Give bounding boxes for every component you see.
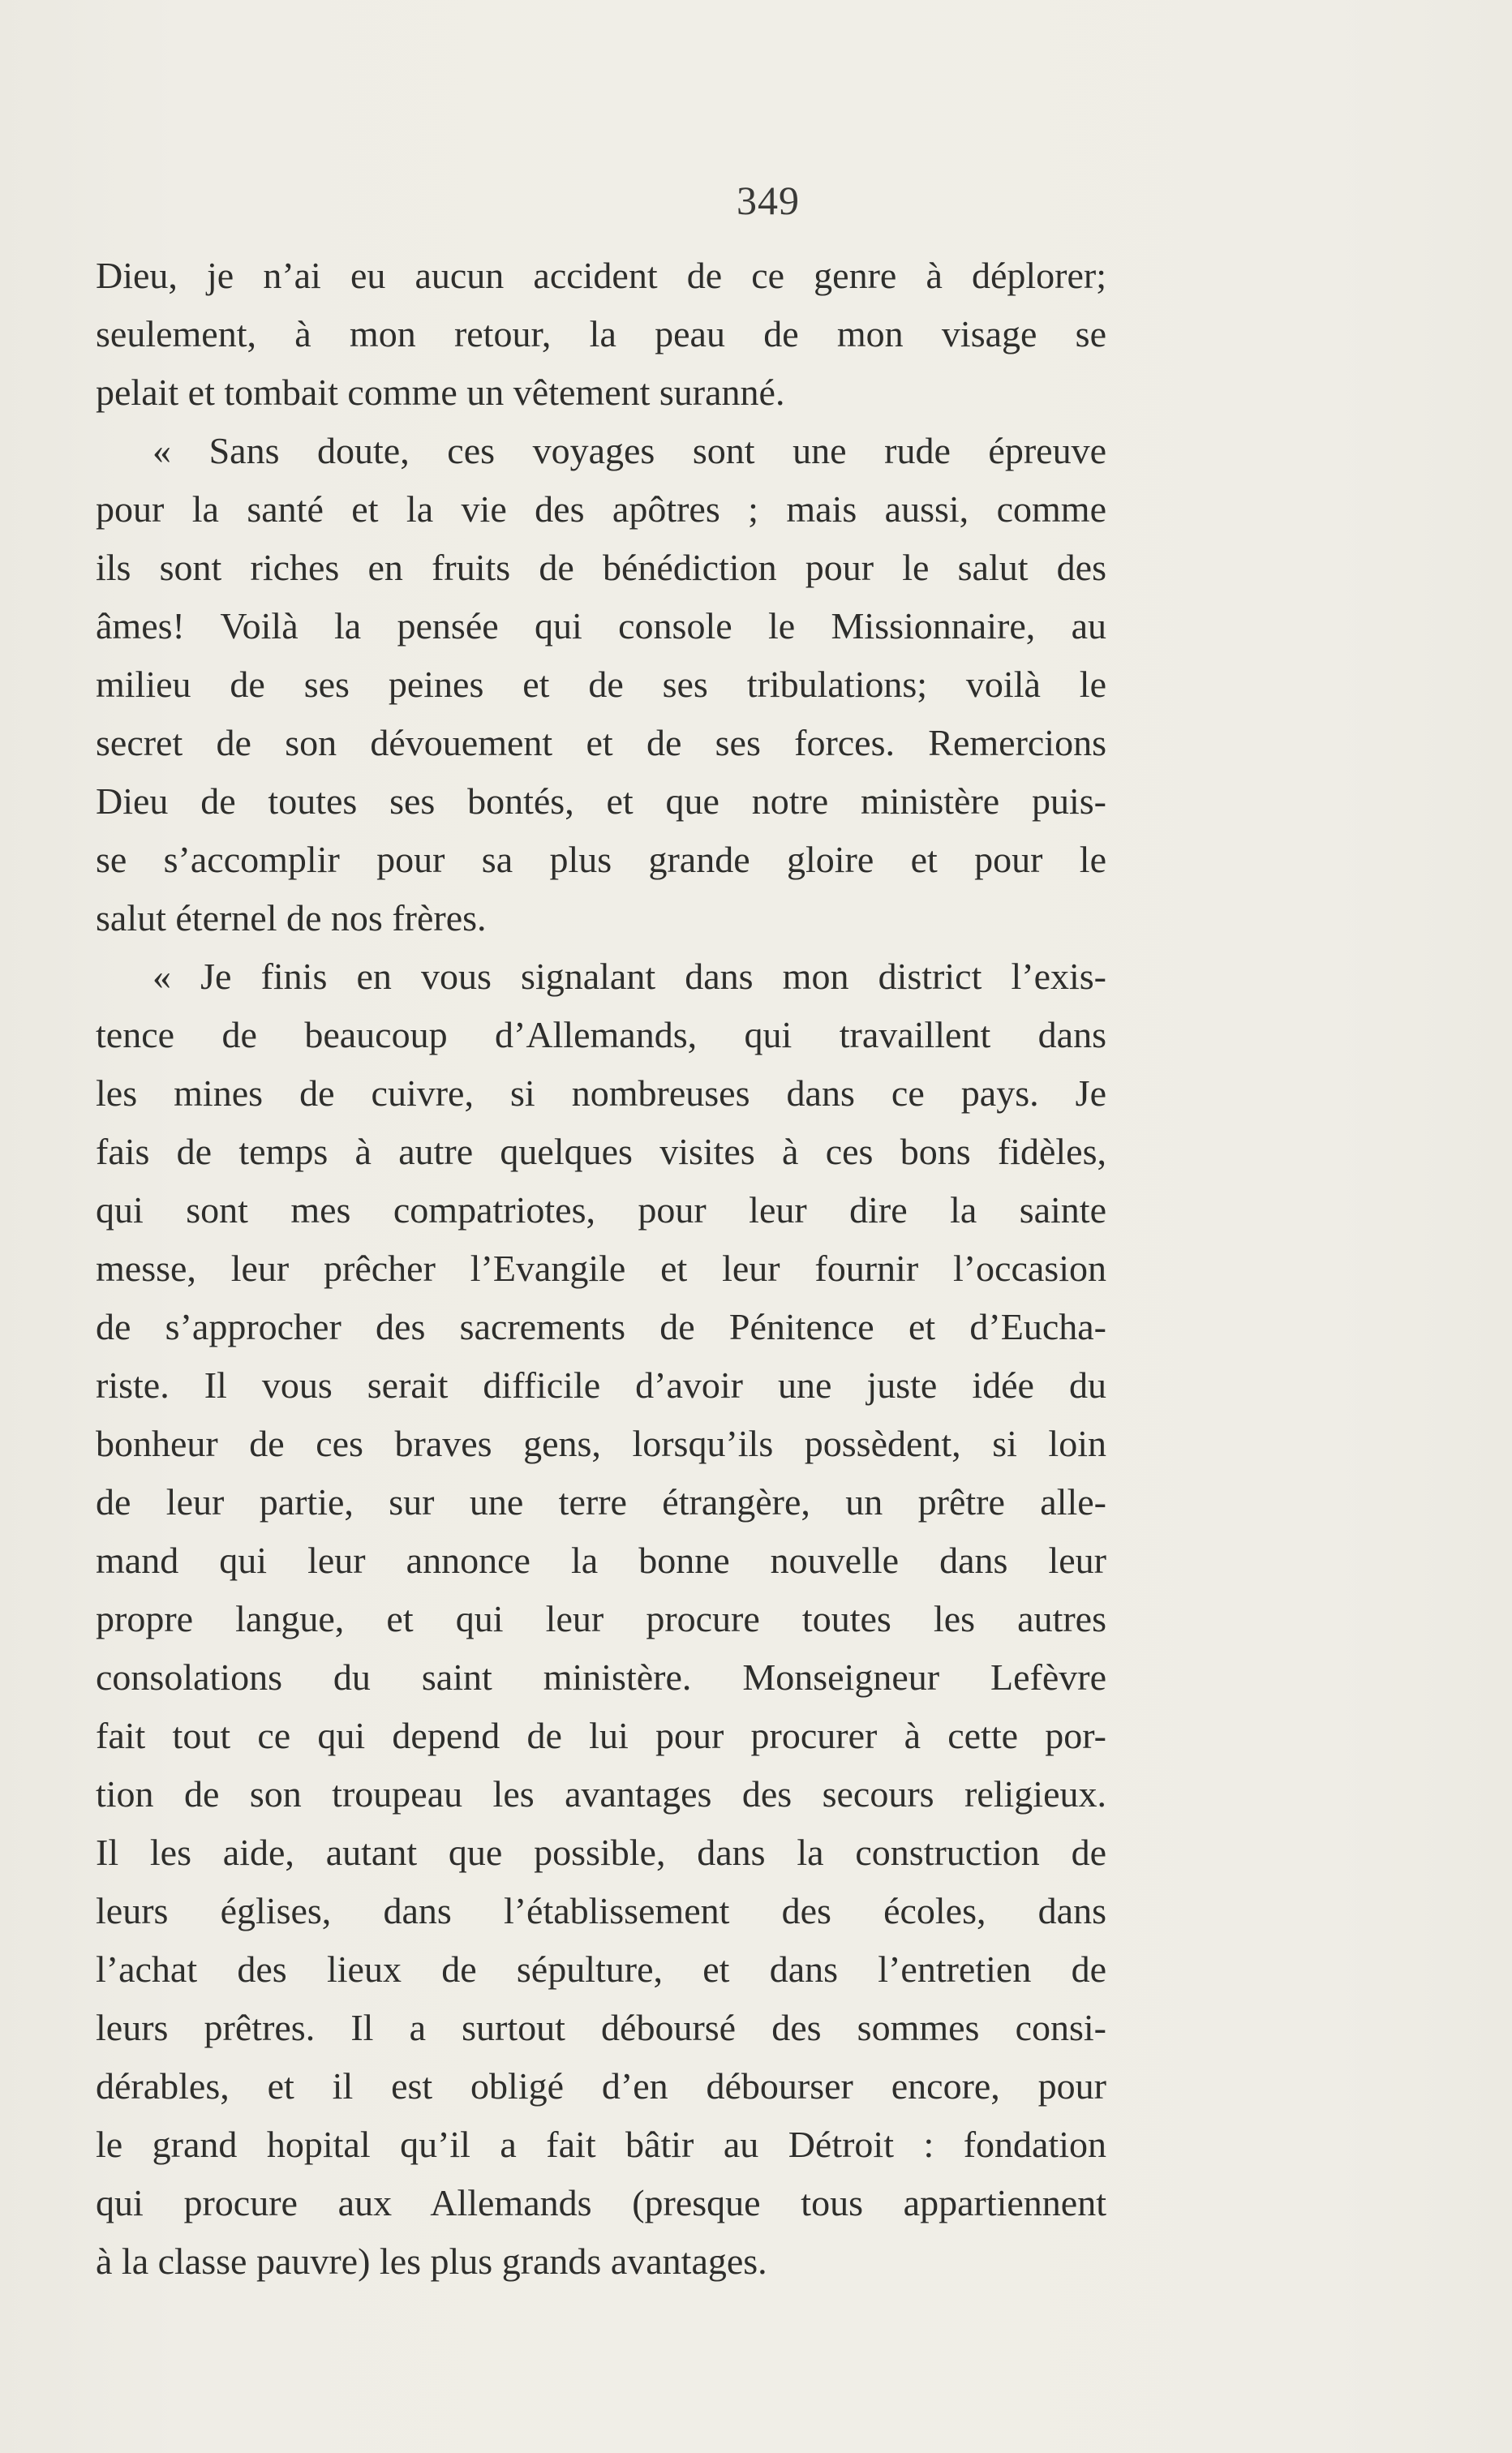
text-line: le grand hopital qu’il a fait bâtir au Détroit : fondation <box>96 2124 1106 2165</box>
text-line: milieu de ses peines et de ses tribulations; voilà le <box>96 664 1106 705</box>
text-line: les mines de cuivre, si nombreuses dans ce pays. Je <box>96 1072 1106 1114</box>
text-line: ils sont riches en fruits de bénédiction pour le salut des <box>96 547 1106 588</box>
text-line: pour la santé et la vie des apôtres ; mais aussi, comme <box>96 488 1106 530</box>
text-line: mand qui leur annonce la bonne nouvelle dans leur <box>96 1540 1106 1581</box>
text-line: secret de son dévouement et de ses forces. Remercions <box>96 722 1106 763</box>
text-line: riste. Il vous serait difficile d’avoir une juste idée du <box>96 1364 1106 1406</box>
text-line: « Je finis en vous signalant dans mon district l’exis- <box>152 956 1106 997</box>
text-line: âmes! Voilà la pensée qui console le Missionnaire, au <box>96 605 1106 647</box>
text-line: dérables, et il est obligé d’en débourser encore, pour <box>96 2065 1106 2107</box>
text-line: salut éternel de nos frères. <box>96 897 487 939</box>
text-line: consolations du saint ministère. Monseigneur Lefèvre <box>96 1656 1106 1698</box>
text-line: « Sans doute, ces voyages sont une rude épreuve <box>152 430 1106 471</box>
text-line: seulement, à mon retour, la peau de mon visage se <box>96 313 1106 354</box>
text-line: tence de beaucoup d’Allemands, qui travaillent dans <box>96 1014 1106 1055</box>
text-line: Dieu, je n’ai eu aucun accident de ce genre à déplorer; <box>96 255 1106 296</box>
body-text <box>96 247 1106 2291</box>
text-line: propre langue, et qui leur procure toutes les autres <box>96 1598 1106 1639</box>
page-number: 349 <box>737 178 800 223</box>
text-line: de leur partie, sur une terre étrangère, un prêtre alle- <box>96 1481 1106 1523</box>
text-line: pelait et tombait comme un vêtement suranné. <box>96 372 785 413</box>
text-line: l’achat des lieux de sépulture, et dans l’entretien de <box>96 1948 1106 1990</box>
text-line: de s’approcher des sacrements de Pénitence et d’Eucha- <box>96 1306 1106 1347</box>
text-line: leurs églises, dans l’établissement des écoles, dans <box>96 1890 1106 1931</box>
text-line: leurs prêtres. Il a surtout déboursé des sommes consi- <box>96 2007 1106 2048</box>
text-line: messe, leur prêcher l’Evangile et leur fournir l’occasion <box>96 1248 1106 1289</box>
text-line: bonheur de ces braves gens, lorsqu’ils possèdent, si loin <box>96 1423 1106 1464</box>
text-line: Dieu de toutes ses bontés, et que notre ministère puis- <box>96 780 1106 822</box>
text-line: se s’accomplir pour sa plus grande gloire et pour le <box>96 839 1106 880</box>
text-line: fais de temps à autre quelques visites à ces bons fidèles, <box>96 1131 1106 1172</box>
text-line: fait tout ce qui depend de lui pour procurer à cette por- <box>96 1715 1106 1756</box>
text-line: qui sont mes compatriotes, pour leur dire la sainte <box>96 1189 1106 1231</box>
text-line: qui procure aux Allemands (presque tous appartiennent <box>96 2182 1106 2223</box>
text-line: tion de son troupeau les avantages des secours religieux. <box>96 1773 1106 1815</box>
text-line: à la classe pauvre) les plus grands avantages. <box>96 2240 767 2282</box>
text-line: Il les aide, autant que possible, dans la construction de <box>96 1832 1106 1873</box>
